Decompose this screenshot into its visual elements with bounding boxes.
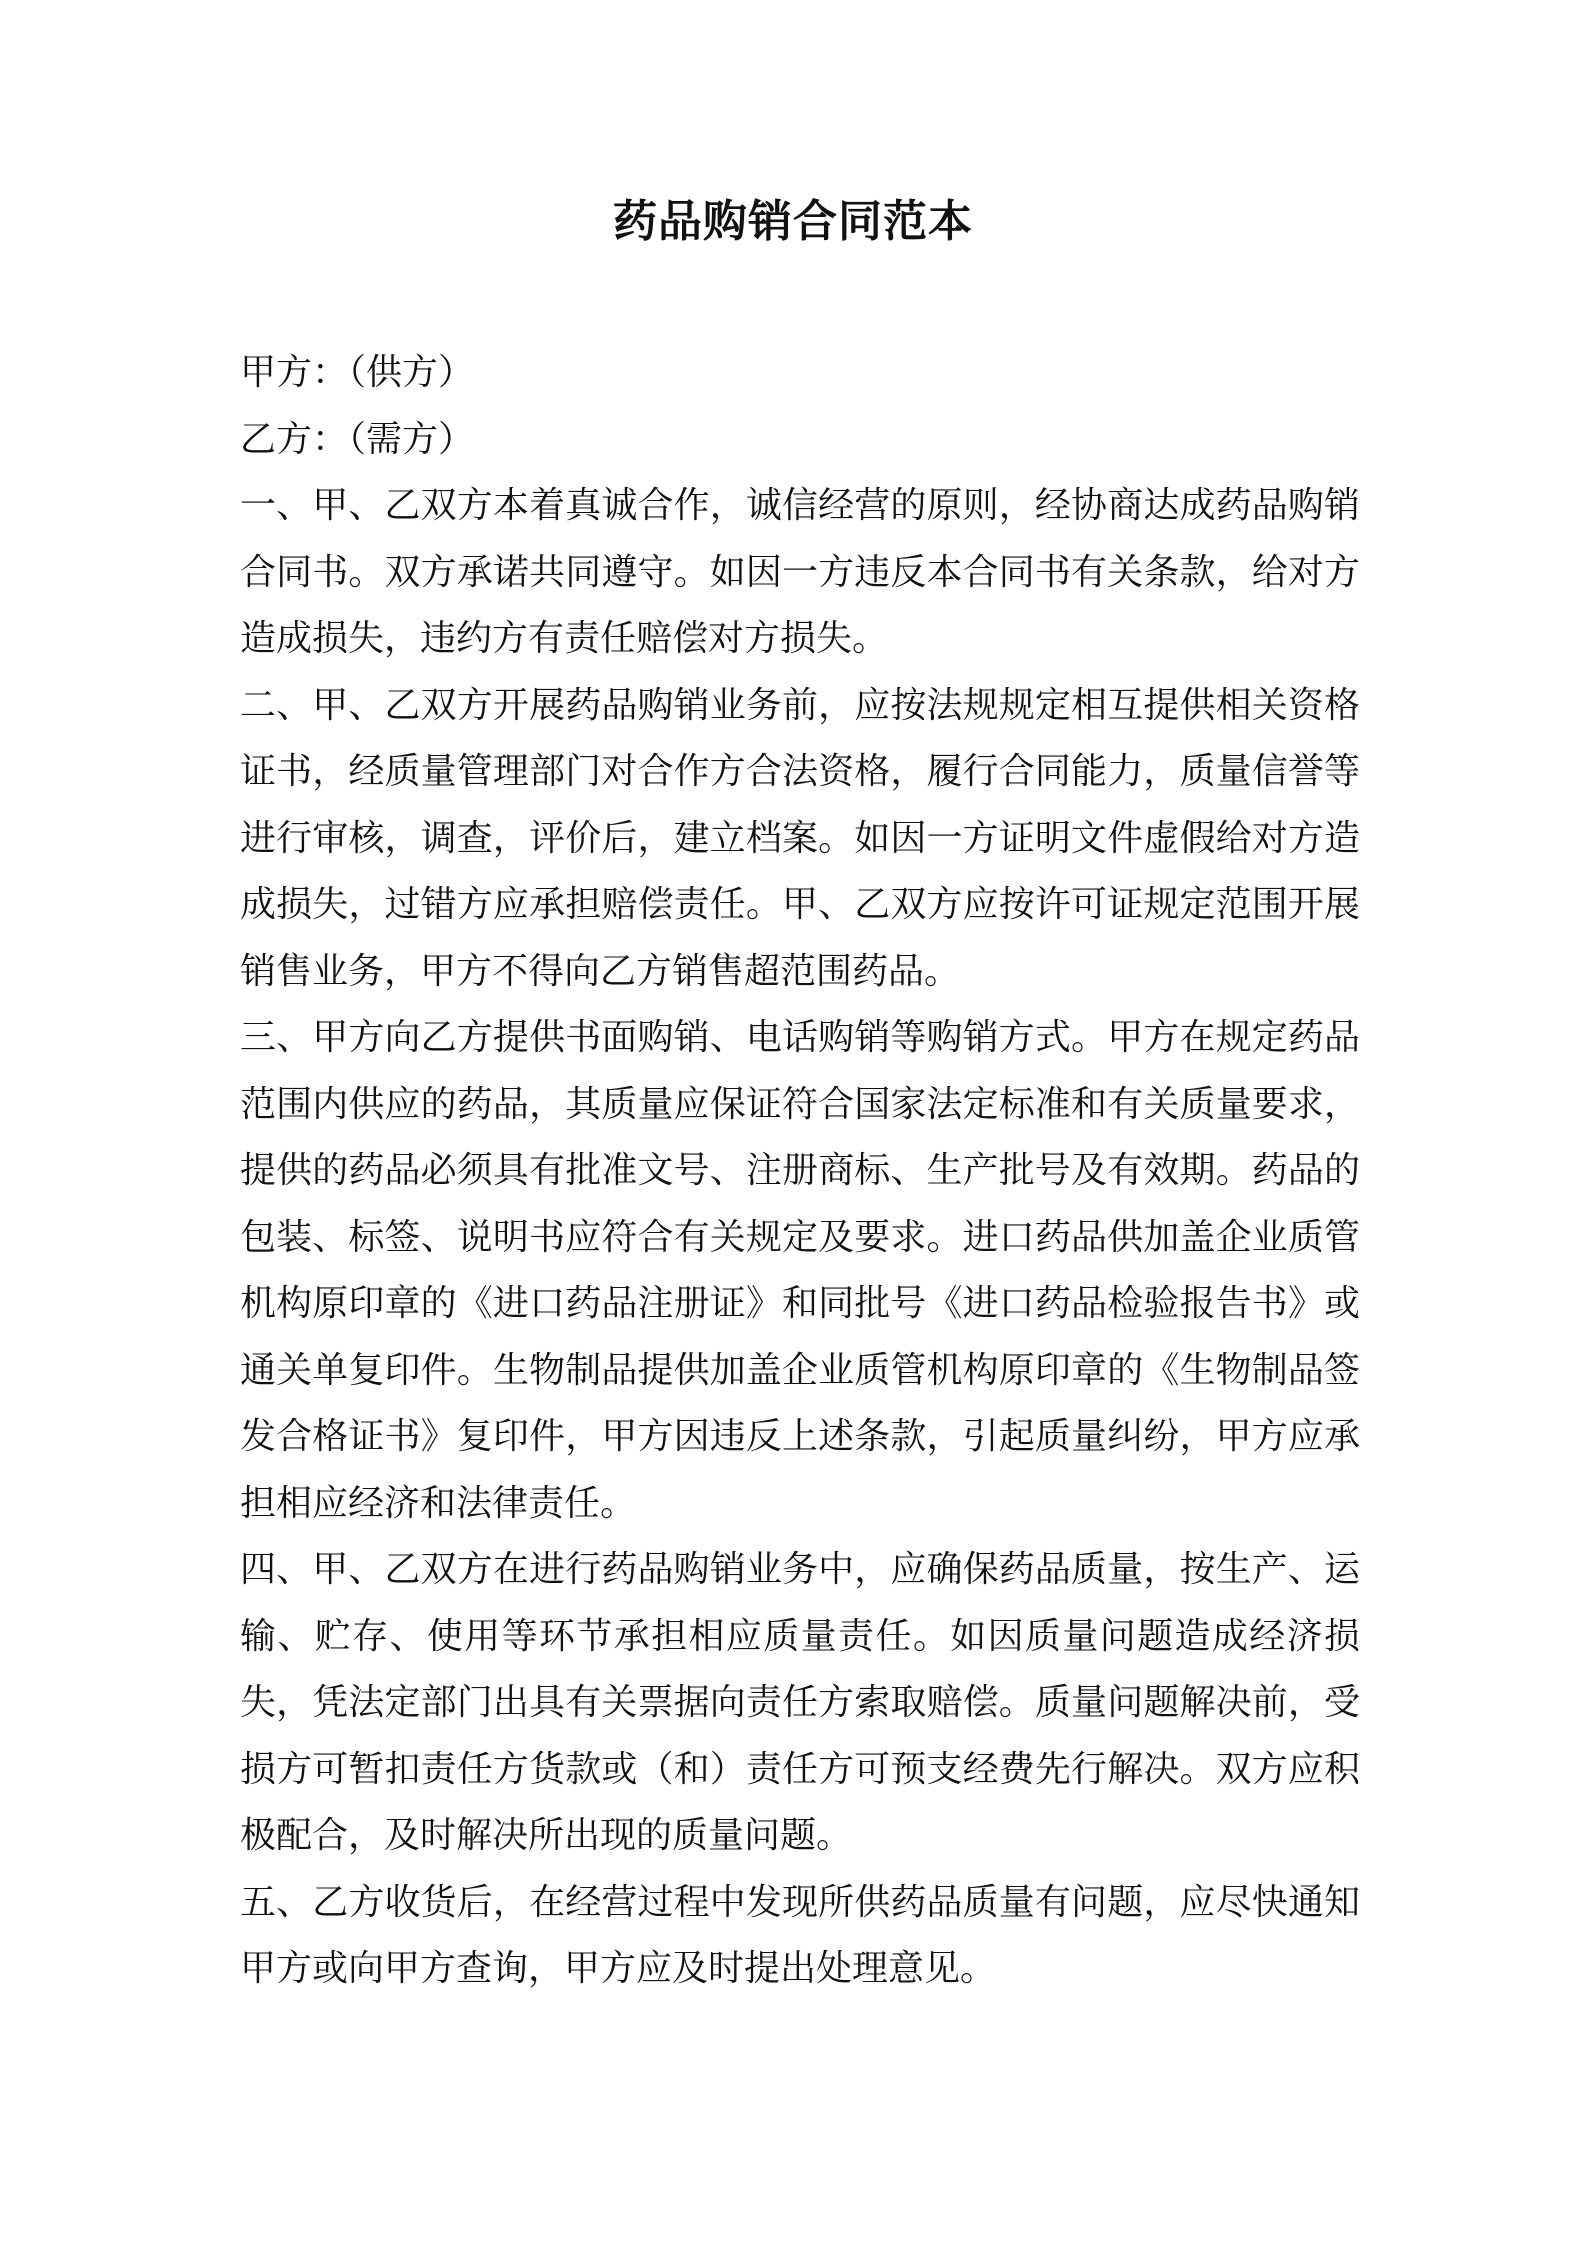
clause-4: 四、甲、乙双方在进行药品购销业务中，应确保药品质量，按生产、运输、贮存、使用等环节承担相应质量责任。如因质量问题造成经济损失，凭法定部门出具有关票据向责任方索取赔偿。质量问题解决前，受损方可暂扣责任方货款或（和）责任方可预支经费先行解决。双方应积极配合，及时解决所出现的质量问题。 bbox=[240, 1549, 1360, 1856]
party-a-line: 甲方：（供方） bbox=[240, 352, 475, 393]
document-body bbox=[240, 340, 1360, 2003]
clause-3: 三、甲方向乙方提供书面购销、电话购销等购销方式。甲方在规定药品范围内供应的药品，其质量应保证符合国家法定标准和有关质量要求，提供的药品必须具有批准文号、注册商标、生产批号及有效期。药品的包装、标签、说明书应符合有关规定及要求。进口药品供加盖企业质管机构原印章的《进口药品注册证》和同批号《进口药品检验报告书》或通关单复印件。生物制品提供加盖企业质管机构原印章的《生物制品签发合格证书》复印件，甲方因违反上述条款，引起质量纠纷，甲方应承担相应经济和法律责任。 bbox=[240, 1017, 1360, 1524]
clause-1: 一、甲、乙双方本着真诚合作，诚信经营的原则，经协商达成药品购销合同书。双方承诺共同遵守。如因一方违反本合同书有关条款，给对方造成损失，违约方有责任赔偿对方损失。 bbox=[240, 485, 1360, 659]
clause-2: 二、甲、乙双方开展药品购销业务前，应按法规规定相互提供相关资格证书，经质量管理部门对合作方合法资格，履行合同能力，质量信誉等进行审核，调查，评价后，建立档案。如因一方证明文件虚假给对方造成损失，过错方应承担赔偿责任。甲、乙双方应按许可证规定范围开展销售业务，甲方不得向乙方销售超范围药品。 bbox=[240, 684, 1360, 992]
clause-5: 五、乙方收货后，在经营过程中发现所供药品质量有问题，应尽快通知甲方或向甲方查询，甲方应及时提出处理意见。 bbox=[240, 1881, 1360, 1989]
party-b-line: 乙方：（需方） bbox=[240, 418, 475, 460]
document-title: 药品购销合同范本 bbox=[613, 196, 973, 247]
